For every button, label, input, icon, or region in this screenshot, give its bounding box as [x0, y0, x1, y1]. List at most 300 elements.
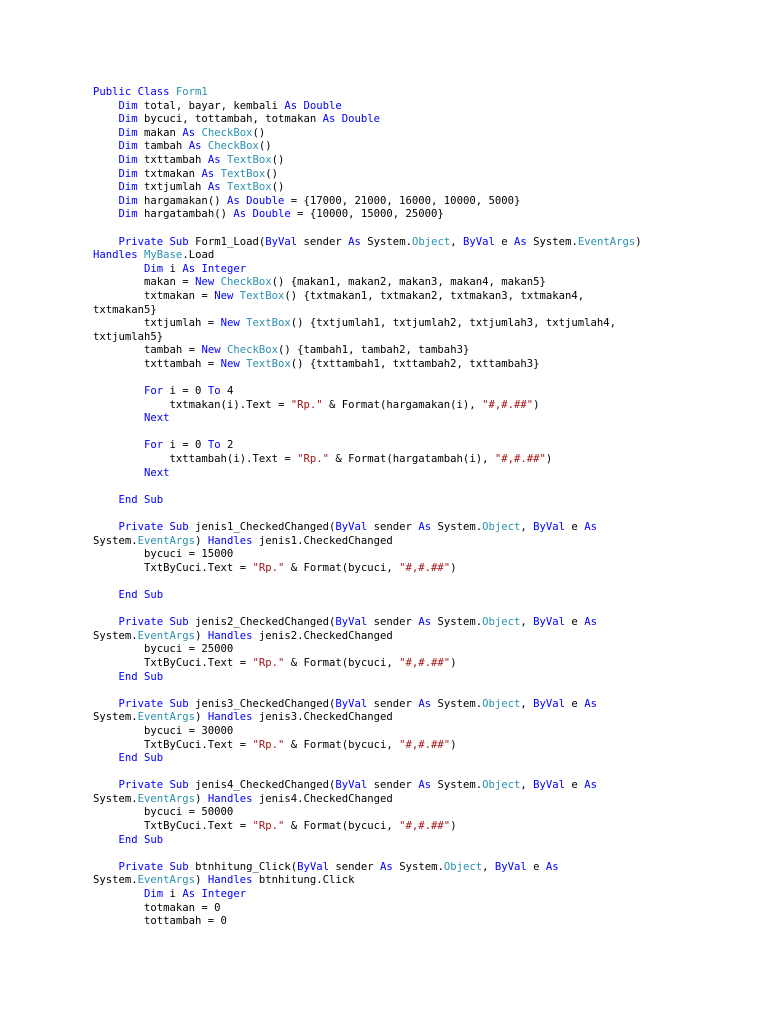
code-token: CheckBox [220, 276, 272, 289]
code-token: ByVal [335, 521, 368, 533]
code-token: ) [195, 711, 208, 724]
code-token: txtjumlah5} [93, 330, 164, 343]
code-line [93, 657, 743, 671]
code-token: Handles [93, 249, 145, 262]
code-token: e [565, 616, 585, 629]
code-token: jenis4.CheckedChanged [252, 792, 393, 805]
code-token: jenis1.CheckedChanged [252, 534, 393, 547]
code-token: MyBase [144, 249, 183, 262]
code-line [93, 820, 743, 834]
code-token: TxtByCuci.Text = [93, 656, 253, 669]
code-token: & Format(bycuci, [284, 820, 400, 833]
code-token: txtjumlah = [93, 317, 221, 330]
code-line [93, 304, 743, 318]
code-token: System. [431, 779, 483, 792]
code-token: txttambah [137, 153, 208, 166]
code-token: Dim [144, 262, 164, 275]
code-token [93, 888, 144, 900]
code-token: "Rp." [252, 561, 285, 574]
code-line [93, 290, 743, 304]
code-token: "Rp." [252, 820, 285, 833]
code-token: ) [195, 792, 208, 805]
code-token: New [201, 344, 227, 357]
blank-line [93, 847, 743, 861]
code-token [93, 589, 119, 601]
code-token: ByVal [335, 779, 368, 792]
code-token: "Rp." [252, 656, 285, 669]
code-token: () {txttambah1, txttambah2, txttambah3} [290, 357, 540, 370]
code-token: btnhitung.Click [252, 874, 355, 887]
code-line [93, 779, 743, 793]
code-token: System. [431, 521, 483, 533]
code-token: ) [195, 629, 208, 642]
code-line [93, 589, 743, 603]
code-line [93, 331, 743, 345]
code-token: Private Sub [118, 860, 189, 873]
code-line [93, 806, 743, 820]
code-token: jenis3.CheckedChanged [252, 711, 393, 724]
code-token: EventArgs [137, 534, 196, 547]
code-token: Dim [118, 140, 138, 153]
blank-line [93, 507, 743, 521]
code-line [93, 643, 743, 657]
code-token: ByVal [533, 521, 566, 533]
code-token: ) [195, 534, 208, 547]
code-line [93, 100, 743, 114]
code-token: = {10000, 15000, 25000} [290, 208, 444, 221]
code-line [93, 168, 743, 182]
code-token: () {makan1, makan2, makan3, makan4, makan5} [271, 276, 546, 289]
code-token: CheckBox [226, 344, 278, 357]
code-token: For [144, 385, 164, 398]
code-token: "#,#.##" [399, 820, 451, 833]
code-token: Form1 [175, 86, 208, 98]
blank-line [93, 426, 743, 440]
code-token [93, 752, 119, 764]
code-line [93, 154, 743, 168]
blank-line [93, 603, 743, 617]
code-token: hargatambah() [137, 208, 234, 221]
code-token: "#,#.##" [482, 398, 534, 411]
code-token: As Double [226, 194, 285, 207]
code-token: Dim [118, 153, 138, 166]
code-token: EventArgs [137, 629, 196, 642]
code-token [93, 263, 144, 275]
code-token: ) [450, 820, 457, 833]
code-token: System. [392, 860, 444, 873]
code-token: () [271, 153, 285, 166]
code-token: sender [367, 616, 419, 629]
code-line [93, 752, 743, 766]
code-token: As Integer [182, 888, 247, 901]
code-line [93, 494, 743, 508]
code-token [93, 412, 144, 424]
code-token: Handles [207, 711, 253, 724]
code-token: System. [431, 616, 483, 629]
code-token [93, 671, 119, 683]
code-token: TextBox [220, 167, 266, 180]
code-token: () {tambah1, tambah2, tambah3} [277, 344, 470, 357]
code-line [93, 915, 743, 929]
code-token: As Integer [182, 262, 247, 275]
code-line [93, 344, 743, 358]
code-line [93, 671, 743, 685]
code-line [93, 236, 743, 250]
code-token: TextBox [246, 317, 291, 330]
code-token: & Format(hargamakan(i), [322, 398, 483, 411]
code-token: "#,#.##" [399, 561, 451, 574]
code-line [93, 358, 743, 372]
code-token: = {17000, 21000, 16000, 10000, 5000} [284, 194, 521, 207]
code-token: EventArgs [137, 874, 196, 887]
code-token: () [271, 181, 285, 194]
code-token: CheckBox [207, 140, 259, 153]
code-token: Handles [207, 792, 253, 805]
code-token: i [163, 262, 183, 275]
code-line [93, 630, 743, 644]
code-line [93, 834, 743, 848]
code-line [93, 902, 743, 916]
code-token [93, 698, 119, 710]
code-line [93, 562, 743, 576]
code-token: jenis2_CheckedChanged( [188, 616, 336, 629]
code-token: i [163, 888, 183, 901]
code-line [93, 181, 743, 195]
code-token: e [565, 697, 585, 710]
code-token [93, 208, 119, 220]
code-token: & Format(hargatambah(i), [329, 453, 495, 466]
code-token: As [418, 616, 432, 629]
code-line [93, 439, 743, 453]
code-token: () [258, 140, 272, 153]
code-token: ByVal [463, 235, 495, 248]
code-token: txtmakan = [93, 289, 215, 302]
code-token: ) [450, 738, 457, 751]
code-token: EventArgs [137, 711, 196, 724]
code-token: ByVal [494, 860, 527, 873]
code-token [93, 385, 144, 397]
code-token: End Sub [118, 752, 164, 765]
code-token: "#,#.##" [399, 738, 451, 751]
code-token: End Sub [118, 493, 164, 506]
code-token: makan [137, 126, 183, 139]
code-line [93, 535, 743, 549]
code-token: New [220, 357, 247, 370]
code-document [93, 86, 743, 929]
code-token: ByVal [533, 697, 566, 710]
code-token: TxtByCuci.Text = [93, 561, 253, 574]
code-token: txttambah(i).Text = [93, 453, 298, 466]
code-token: CheckBox [201, 126, 253, 139]
blank-line [93, 684, 743, 698]
code-token: Private Sub [118, 779, 189, 792]
code-token: TxtByCuci.Text = [93, 738, 253, 751]
code-token: Object [443, 860, 483, 873]
code-token: ) [545, 453, 553, 466]
code-token [93, 467, 144, 479]
code-token: & Format(bycuci, [284, 561, 400, 574]
code-token: Private Sub [118, 697, 189, 710]
code-token: As [207, 153, 227, 166]
code-token: sender [329, 860, 381, 873]
code-token: ByVal [265, 235, 298, 248]
code-token: As [348, 235, 361, 248]
code-token: As [182, 126, 202, 139]
code-token: EventArgs [137, 792, 196, 805]
code-token: ByVal [297, 860, 330, 873]
code-token: , [520, 521, 534, 533]
code-line [93, 127, 743, 141]
code-token: jenis3_CheckedChanged( [188, 697, 336, 710]
code-token [93, 127, 119, 139]
code-token [93, 439, 144, 451]
code-token: Handles [207, 874, 253, 887]
code-token: EventArgs [577, 235, 636, 248]
code-token: TextBox [239, 289, 285, 302]
code-token: i = 0 [163, 385, 208, 398]
code-line [93, 467, 743, 481]
code-token: , [520, 779, 534, 792]
code-line [93, 793, 743, 807]
code-token: & Format(bycuci, [284, 656, 400, 669]
code-token: bycuci = 15000 [93, 548, 234, 561]
blank-line [93, 766, 743, 780]
code-token [93, 195, 119, 207]
code-token: txtmakan(i).Text = [93, 398, 291, 411]
code-token: txttambah = [93, 357, 221, 370]
code-token: System. [431, 697, 483, 710]
code-token [93, 113, 119, 125]
code-token [93, 494, 119, 506]
code-token: bycuci = 25000 [93, 643, 234, 656]
code-line [93, 861, 743, 875]
code-token: Public Class [93, 86, 176, 98]
code-token: As [545, 860, 559, 873]
code-token [93, 100, 119, 112]
code-token: jenis2.CheckedChanged [252, 629, 393, 642]
code-token: .Load [182, 249, 215, 262]
code-token: () [265, 167, 278, 180]
code-token: bycuci, tottambah, totmakan [137, 113, 323, 126]
code-token [93, 861, 119, 873]
code-token: Dim [118, 181, 138, 194]
code-line [93, 86, 743, 100]
code-token: As [380, 860, 393, 873]
blank-line [93, 371, 743, 385]
code-token: TextBox [246, 357, 291, 370]
code-token: As [418, 779, 432, 792]
code-token: ) [635, 235, 642, 248]
code-token: TextBox [226, 181, 272, 194]
code-token [93, 616, 119, 628]
code-token: As [188, 140, 208, 153]
code-token: System. [93, 711, 138, 724]
code-token [93, 154, 119, 166]
code-token: Next [144, 466, 170, 479]
code-token: totmakan = 0 [93, 901, 221, 914]
code-token: i = 0 [163, 439, 208, 452]
code-token: jenis1_CheckedChanged( [188, 521, 336, 533]
code-token: sender [367, 697, 419, 710]
code-token: Dim [118, 126, 138, 139]
code-token: () {txtjumlah1, txtjumlah2, txtjumlah3, txtjumlah4, [290, 317, 617, 330]
code-token [93, 181, 119, 193]
code-token: e [526, 860, 546, 873]
code-token: txtmakan5} [93, 303, 157, 316]
code-token: btnhitung_Click( [188, 860, 298, 873]
code-line [93, 739, 743, 753]
code-token: tottambah = 0 [93, 915, 227, 928]
code-line [93, 711, 743, 725]
code-token: e [494, 235, 515, 248]
code-token: Object [482, 521, 521, 533]
code-token: To [207, 439, 221, 452]
code-token: "Rp." [252, 738, 285, 751]
code-token: tambah [137, 140, 189, 153]
code-token: bycuci = 30000 [93, 724, 234, 737]
code-token: "#,#.##" [494, 453, 546, 466]
code-token: ) [195, 874, 208, 887]
code-line [93, 874, 743, 888]
code-token: As [514, 235, 527, 248]
code-line [93, 399, 743, 413]
blank-line [93, 575, 743, 589]
code-token: As Double [322, 113, 381, 126]
code-token: txtjumlah [137, 181, 208, 194]
code-token [93, 834, 119, 846]
code-line [93, 888, 743, 902]
code-token: As [584, 616, 597, 629]
code-line [93, 698, 743, 712]
code-line [93, 276, 743, 290]
code-token: 2 [220, 439, 234, 452]
code-token: Next [144, 412, 170, 425]
code-token: ByVal [335, 616, 368, 629]
code-token: () [252, 126, 266, 139]
code-token [93, 140, 119, 152]
code-token: System. [93, 629, 138, 642]
code-token: sender [297, 235, 349, 248]
code-line [93, 616, 743, 630]
code-token: , [482, 860, 495, 873]
code-token: As [207, 181, 227, 194]
code-token: Dim [118, 99, 138, 112]
blank-line [93, 222, 743, 236]
code-line [93, 140, 743, 154]
code-token: () {txtmakan1, txtmakan2, txtmakan3, txtmakan4, [284, 289, 585, 302]
code-token: As [584, 779, 597, 792]
code-line [93, 412, 743, 426]
code-line [93, 113, 743, 127]
code-token: As Double [284, 99, 342, 112]
code-token [93, 521, 119, 533]
code-token: System. [526, 235, 578, 248]
code-token: hargamakan() [137, 194, 227, 207]
code-token: ByVal [533, 779, 566, 792]
code-token: total, bayar, kembali [137, 99, 285, 112]
code-token [93, 779, 119, 791]
code-token: New [220, 317, 247, 330]
code-line [93, 208, 743, 222]
code-line [93, 521, 743, 535]
code-token [93, 168, 119, 180]
code-token: To [207, 385, 221, 398]
code-token: Form1_Load( [188, 235, 266, 248]
code-token: Object [482, 779, 521, 792]
code-token: As [584, 521, 597, 533]
code-token: Dim [118, 167, 138, 180]
code-token [93, 236, 119, 248]
code-token: System. [93, 534, 138, 547]
code-token: bycuci = 50000 [93, 806, 234, 819]
code-token: ) [533, 398, 540, 411]
code-token: "Rp." [290, 398, 323, 411]
code-token: "#,#.##" [399, 656, 451, 669]
code-token: txtmakan [137, 167, 202, 180]
code-token: Dim [118, 113, 138, 126]
code-line [93, 195, 743, 209]
code-token: End Sub [118, 833, 164, 846]
code-token: Private Sub [118, 521, 189, 533]
code-token: ByVal [533, 616, 566, 629]
code-token: sender [367, 521, 419, 533]
code-line [93, 725, 743, 739]
code-token: e [565, 779, 585, 792]
code-token: , [520, 616, 534, 629]
code-line [93, 317, 743, 331]
code-token: makan = [93, 276, 196, 289]
code-token: e [565, 521, 585, 533]
code-token: Object [482, 616, 521, 629]
code-token: jenis4_CheckedChanged( [188, 779, 336, 792]
code-line [93, 453, 743, 467]
code-line [93, 548, 743, 562]
code-token: ByVal [335, 697, 368, 710]
code-token: Handles [207, 629, 253, 642]
code-token: Dim [118, 194, 138, 207]
code-token: For [144, 439, 164, 452]
blank-line [93, 480, 743, 494]
code-token: ) [450, 561, 457, 574]
code-token: As Double [233, 208, 291, 221]
code-token: New [214, 289, 240, 302]
code-token: Dim [144, 888, 164, 901]
code-token: As [584, 697, 597, 710]
code-token: & Format(bycuci, [284, 738, 400, 751]
code-token: System. [93, 792, 138, 805]
code-token: "Rp." [297, 453, 329, 466]
code-line [93, 263, 743, 277]
code-token: New [195, 276, 221, 289]
code-token: End Sub [118, 588, 164, 601]
code-token: sender [367, 779, 419, 792]
code-line [93, 385, 743, 399]
code-token: Object [482, 697, 521, 710]
code-token: , [450, 235, 463, 248]
code-token: , [520, 697, 534, 710]
code-token: As [418, 697, 432, 710]
code-token: End Sub [118, 670, 164, 683]
code-line [93, 249, 743, 263]
code-token: TextBox [226, 153, 272, 166]
code-token: As [418, 521, 432, 533]
code-token: TxtByCuci.Text = [93, 820, 253, 833]
code-token: Handles [207, 534, 253, 547]
code-token: As [201, 167, 221, 180]
code-token: 4 [220, 385, 234, 398]
code-token: Object [411, 235, 451, 248]
code-token: System. [360, 235, 412, 248]
